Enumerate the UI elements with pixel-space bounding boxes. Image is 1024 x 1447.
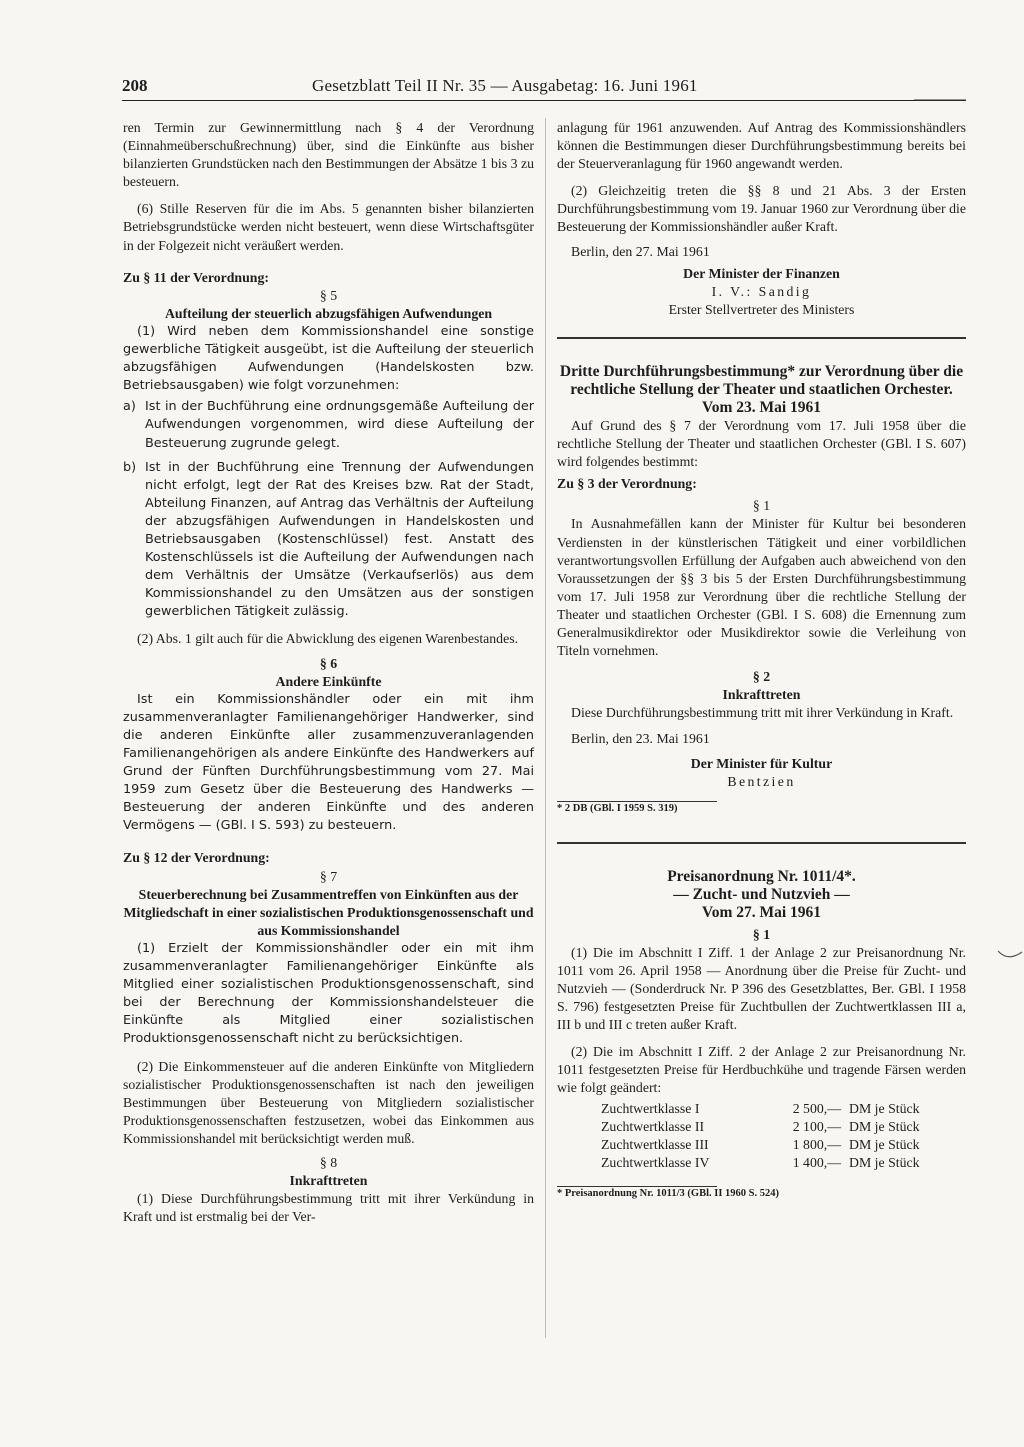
paragraph: anlagung für 1961 anzuwenden. Auf Antrag des Kommissionshändlers können die Bestimmungen dieser Durchführungsbestimmung bereits bei der Steuerveranlagung für 1960 angewandt werden. — [557, 120, 966, 172]
price-class: Zuchtwertklasse III — [601, 1136, 709, 1152]
left-column — [123, 119, 534, 1226]
footnote: * Preisanordnung Nr. 1011/3 (GBl. II 1960 S. 524) — [557, 1187, 779, 1199]
section-title: Steuerberechnung bei Zusammentreffen von Einkünften aus der Mitgliedschaft in einer sozialistischen Produktionsgenossenschaft und aus Kommissionshandel — [123, 886, 534, 938]
section-number: § 6 — [319, 655, 338, 671]
section-number: § 5 — [319, 287, 338, 303]
document-date: Vom 23. Mai 1961 — [701, 398, 822, 416]
signature-role: Erster Stellvertreter des Ministers — [668, 301, 855, 317]
section-title: Andere Einkünfte — [275, 673, 382, 689]
paragraph: (1) Erzielt der Kommissionshändler oder ein mit ihm zusammenveranlagter Familienangehöriger Einkünfte als Mitglied einer sozialistischen Produktionsgenossenschaft, sind bei der Berechnung der Kommissionshandelsteuer die Einkünfte als Mitglied einer sozialistischen Produktionsgenossenschaft nicht zu berücksichtigen. — [123, 940, 534, 1047]
section-number: § 8 — [319, 1154, 338, 1170]
list-text: Ist in der Buchführung eine Trennung der Aufwendungen nicht erfolgt, legt der Rat des Kreises bzw. Rat der Stadt, Abteilung Finanzen, auf Antrag das Verhältnis der Aufteilung der abzugsfähigen Aufwendungen in Handelskosten und Betriebsausgaben (Kostenschlüssel) fest. Anstatt des Kostenschlüssels ist die Aufteilung der Aufwendungen nach dem Verhältnis der Umsätze (Verkaufserlös) aus dem Kommissionshandel zu den Umsätzen aus der sonstigen gewerblichen Tätigkeit zulässig. — [145, 459, 534, 620]
page-number: 208 — [122, 76, 148, 95]
page-header — [122, 74, 966, 101]
header-title: Gesetzblatt Teil II Nr. 35 — Ausgabetag: 16. Juni 1961 — [312, 76, 698, 95]
price-row — [601, 1100, 966, 1118]
right-column — [557, 119, 966, 1201]
paragraph: Ist ein Kommissionshändler oder ein mit ihm zusammenveranlagter Familienangehöriger Handwerker, sind die anderen Einkünfte aller zusammenzuveranlagenden Familienangehörigen als andere Einkünfte des Handwerkers auf Grund der Fünften Durchführungsbestimmung vom 27. Mai 1959 zum Gesetz über die Besteuerung des Handwerks — Besteuerung der anderen Einkünfte und des anderen Vermögens — (GBl. I S. 593) zu besteuern. — [123, 691, 534, 834]
paragraph: (2) Gleichzeitig treten die §§ 8 und 21 Abs. 3 der Ersten Durchführungsbestimmung vom 19. Januar 1960 zur Verordnung über die Besteuerung der Kommissionshändler außer Kraft. — [557, 183, 966, 235]
price-value: 2 500,— — [792, 1100, 841, 1116]
place-date: Berlin, den 23. Mai 1961 — [571, 731, 710, 747]
price-unit: DM je Stück — [849, 1100, 920, 1116]
section-number: § 7 — [319, 868, 338, 884]
price-value: 1 800,— — [792, 1136, 841, 1152]
price-class: Zuchtwertklasse II — [601, 1118, 705, 1134]
paragraph: (2) Die Einkommensteuer auf die anderen Einkünfte von Mitgliedern sozialistischer Produktionsgenossenschaften ist nach den jeweiligen Bestimmungen über Besteuerung von Mitgliedern sozialistischer Produktionsgenossenschaften festzusetzen, wobei das Einkommen aus Kommissionshandel mit berücksichtigt werden muß. — [123, 1058, 534, 1146]
list-label: a) — [123, 399, 136, 415]
section-title: Aufteilung der steuerlich abzugsfähigen Aufwendungen — [164, 305, 493, 321]
section-reference: Zu § 11 der Verordnung: — [123, 269, 269, 285]
list-item — [123, 459, 534, 622]
paragraph: (2) Abs. 1 gilt auch für die Abwicklung des eigenen Warenbestandes. — [137, 631, 519, 647]
paragraph: (6) Stille Reserven für die im Abs. 5 genannten bisher bilanzierten Betriebsgrundstücke werden nicht besteuert, wenn diese Wirtschaftsgüter in der Folgezeit nicht veräußert werden. — [123, 201, 534, 253]
price-row — [601, 1154, 966, 1172]
document-title: Preisanordnung Nr. 1011/4*. — [667, 867, 856, 885]
section-number: § 1 — [752, 926, 771, 942]
list-label: b) — [123, 459, 137, 475]
section-divider — [557, 337, 966, 339]
list-text: Ist in der Buchführung eine ordnungsgemäße Aufteilung der Aufwendungen vorgenommen, wird diese Aufteilung der Besteuerung zugrunde gelegt. — [145, 399, 534, 451]
price-row — [601, 1136, 966, 1154]
signature-name: I. V.: Sandig — [711, 283, 812, 299]
paragraph: (1) Die im Abschnitt I Ziff. 1 der Anlage 2 zur Preisanordnung Nr. 1011 vom 26. April 1958 — Anordnung über die Preise für Zucht- und Nutzvieh — (Sonderdruck Nr. P 396 des Gesetzblattes, Ber. GBl. I 1958 S. 796) festgesetzten Preise für Zuchtbullen der Zuchtwertklassen III a, III b und III c treten außer Kraft. — [557, 944, 966, 1033]
paragraph: (1) Diese Durchführungsbestimmung tritt mit ihrer Verkündung in Kraft und ist erstmalig bei der Ver- — [123, 1191, 534, 1225]
footnote: * 2 DB (GBl. I 1959 S. 319) — [557, 802, 678, 814]
price-row — [601, 1118, 966, 1136]
scan-mark-icon — [996, 948, 1024, 962]
price-unit: DM je Stück — [849, 1118, 920, 1134]
price-unit: DM je Stück — [849, 1154, 920, 1170]
price-class: Zuchtwertklasse IV — [601, 1154, 710, 1170]
paragraph: Diese Durchführungsbestimmung tritt mit ihrer Verkündung in Kraft. — [571, 705, 954, 721]
document-title: Dritte Durchführungsbestimmung* zur Verordnung über die rechtliche Stellung der Theater und staatlichen Orchester. — [559, 362, 964, 398]
section-title: Inkrafttreten — [289, 1173, 368, 1189]
paragraph: (1) Wird neben dem Kommissionshandel eine sonstige gewerbliche Tätigkeit ausgeübt, ist die Aufteilung der steuerlich abzugsfähigen Aufwendungen (Handelskosten bzw. Betriebsausgaben) wie folgt vorzunehmen: — [123, 323, 534, 394]
paragraph: Auf Grund des § 7 der Verordnung vom 17. Juli 1958 über die rechtliche Stellung der Theater und staatlichen Orchester (GBl. I S. 607) wird folgendes bestimmt: — [557, 417, 966, 470]
place-date: Berlin, den 27. Mai 1961 — [571, 243, 710, 259]
section-reference: Zu § 12 der Verordnung: — [123, 850, 270, 866]
section-divider — [557, 842, 966, 844]
price-unit: DM je Stück — [849, 1136, 920, 1152]
section-reference: Zu § 3 der Verordnung: — [557, 476, 697, 492]
section-title: Inkrafttreten — [722, 687, 801, 703]
column-separator — [545, 118, 546, 1338]
section-number: § 1 — [752, 498, 771, 514]
price-value: 1 400,— — [792, 1154, 841, 1170]
paragraph: ren Termin zur Gewinnermittlung nach § 4 der Verordnung (Einnahmeüberschußrechnung) über, sind die Einkünfte aus bisher bilanzierten Grundstücken nach den Bestimmungen der Absätze 1 bis 3 zu besteuern. — [123, 120, 534, 190]
scan-mark-icon — [912, 94, 968, 104]
document-subtitle: — Zucht- und Nutzvieh — — [673, 885, 850, 903]
signature-name: Bentzien — [727, 773, 796, 789]
paragraph: In Ausnahmefällen kann der Minister für Kultur bei besonderen Verdiensten in der künstlerischen Tätigkeit und einer vorbildlichen verantwortungsvollen Erfüllung der Aufgaben auch abweichend von den Voraussetzungen der §§ 3 bis 5 der Ersten Durchführungsbestimmung vom 17. Juli 1958 zur Verordnung über die rechtliche Stellung der Theater und staatlichen Orchester (GBl. I S. 608) die Ernennung zum Generalmusikdirektor oder Musikdirektor sowie die Verleihung von Titeln vornehmen. — [557, 516, 966, 659]
section-number: § 2 — [752, 669, 771, 685]
price-value: 2 100,— — [792, 1118, 841, 1134]
price-table — [601, 1100, 966, 1172]
signature-organization: Der Minister der Finanzen — [683, 265, 840, 281]
price-class: Zuchtwertklasse I — [601, 1100, 700, 1116]
paragraph: (2) Die im Abschnitt I Ziff. 2 der Anlage 2 zur Preisanordnung Nr. 1011 festgesetzten Preise für Herdbuchkühe und tragende Färsen werden wie folgt geändert: — [557, 1044, 966, 1096]
document-date: Vom 27. Mai 1961 — [701, 903, 822, 921]
list-item — [123, 398, 534, 452]
signature-organization: Der Minister für Kultur — [690, 755, 833, 771]
